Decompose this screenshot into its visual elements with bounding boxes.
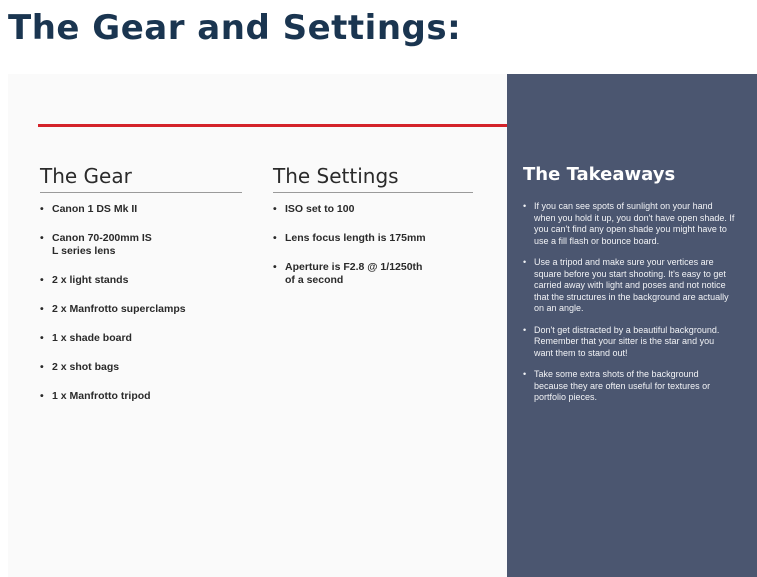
takeaways-panel <box>507 74 757 577</box>
red-divider-line <box>38 124 508 127</box>
gear-item: • 2 x light stands <box>40 274 242 287</box>
gear-list <box>40 203 242 403</box>
gear-item: • 1 x shade board <box>40 332 242 345</box>
takeaways-heading: The Takeaways <box>523 164 676 185</box>
settings-item: • Aperture is F2.8 @ 1/1250th of a second <box>273 261 473 287</box>
settings-heading: The Settings <box>273 164 473 193</box>
gear-item: • Canon 1 DS Mk II <box>40 203 242 216</box>
gear-column <box>40 164 242 419</box>
settings-item: • Lens focus length is 175mm <box>273 232 473 245</box>
gear-item: • 2 x Manfrotto superclamps <box>40 303 242 316</box>
takeaway-item: • Don't get distracted by a beautiful background. Remember that your sitter is the star and you want them to stand out! <box>523 325 735 360</box>
page-title: The Gear and Settings: <box>8 8 462 48</box>
takeaway-item: • Use a tripod and make sure your vertices are square before you start shooting. It's easy to get carried away with light and poses and not notice that the structures in the background are actually on an angle. <box>523 257 735 315</box>
gear-item: • 2 x shot bags <box>40 361 242 374</box>
settings-list <box>273 203 473 287</box>
takeaways-list <box>523 201 735 414</box>
gear-heading: The Gear <box>40 164 242 193</box>
slide-image <box>8 74 757 577</box>
gear-item: • Canon 70-200mm IS L series lens <box>40 232 242 258</box>
takeaway-item: • If you can see spots of sunlight on your hand when you hold it up, you don't have open shade. If you can't find any open shade you might have to use a fill flash or bounce board. <box>523 201 735 247</box>
settings-column <box>273 164 473 303</box>
settings-item: • ISO set to 100 <box>273 203 473 216</box>
takeaway-item: • Take some extra shots of the background because they are often useful for textures or portfolio pieces. <box>523 369 735 404</box>
gear-item: • 1 x Manfrotto tripod <box>40 390 242 403</box>
